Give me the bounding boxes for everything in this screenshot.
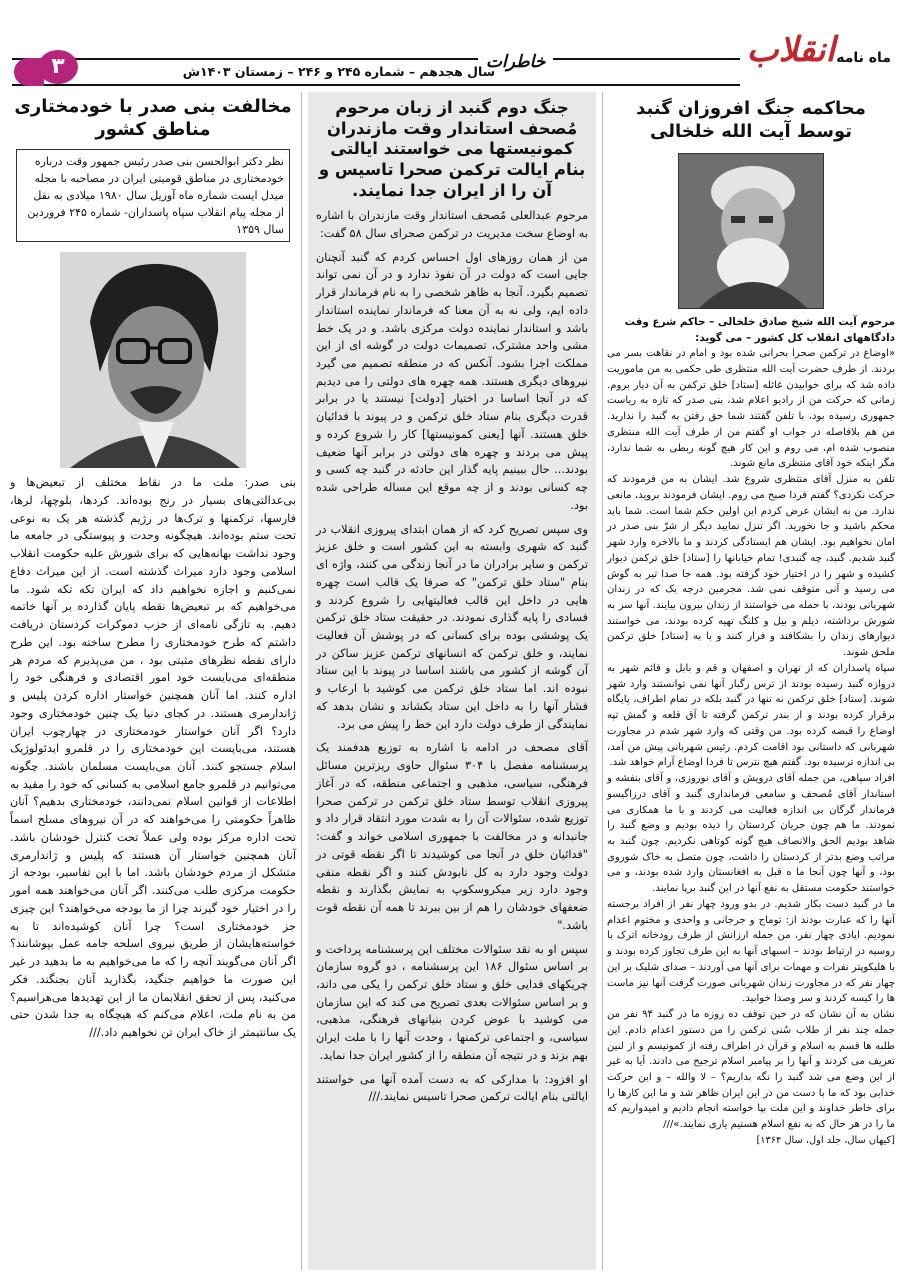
- paragraph: مرحوم عبدالعلی مُصحف استاندار وقت مازندران با اشاره به اوضاع سخت مدیریت در ترکمن صحرای سال ۵۸ گفت:: [316, 209, 588, 240]
- portrait-banisadr: [60, 252, 246, 468]
- intro-note-box: نظر دکتر ابوالحسن بنی صدر رئیس جمهور وقت درباره خودمختاری در مناطق قومیتی ایران در مصاحبه با مجله میدل ایست شماره ماه آوریل سال ۱۹۸۰ میلادی به نقل از مجله پیام انقلاب سپاه پاسداران- شماره ۲۴۵ فروردین سال ۱۳۵۹: [16, 149, 290, 242]
- paragraph: ما در گنبد دست بکار شدیم. در بدو ورود چهار نفر از افراد برجسته آنها را که عبارت بودند از: توماج و جرجانی و واحدی و مختوم اعدام نمودیم. ایادی چهار نفر، من جمله ارزانش از طرف رودخانه اترک با روسیه در ارتباط بودند – اسبهای آنها به این طرف تجاوز کرده بودند و با هلیکوپتر نفرات و مهمات برای آنها می آوردند – صدای شلیک بر این چهار نفر که در مجاورت زندان شهربانی صورت گرفت آنها نیز ماست ها را کیسه کردند و سر وصدا خوابید.: [607, 898, 895, 1005]
- source-citation: [کیهان سال، جلد اول، سال ۱۳۶۴]: [756, 1134, 895, 1146]
- section-title: خاطرات: [478, 52, 553, 72]
- portrait-banisadr-image: [60, 252, 246, 468]
- column-divider: [602, 92, 603, 1270]
- article-banisadr: [10, 92, 296, 1270]
- page-number: ۳: [38, 50, 78, 84]
- article-title: جنگ دوم گنبد از زبان مرحوم مُصحف استاندار وقت مازندران کمونیستها می خواستند ایالتی بنام ایالت ترکمن صحرا تاسیس و آن را از ایران جدا نمایند.: [318, 98, 586, 200]
- paragraph: سپس او به نقد سئوالات مختلف این پرسشنامه پرداخت و بر اساس سئوال ۱۸۶ این پرسشنامه ، دو گروه سازمان چریکهای فدایی خلق و ستاد خلق ترکمن را یکی می داند، و بر اساس سئوالات بعدی تصریح می کند که این سازمان می کوشید با عوض کردن بنیانهای فرهنگی، مذهبی، سیاسی، و اجتماعی ترکمنها ، وحدت آنها را با ملت ایران بهم بزند و در نتیجه آن منطقه را از کشور ایران جدا نماید.: [316, 942, 588, 1062]
- photo-caption: مرحوم آیت الله شیخ صادق خلخالی – حاکم شرع وقت دادگاههای انقلاب کل کشور – می گوید:: [624, 316, 895, 344]
- article-title: مخالفت بنی صدر با خودمختاری مناطق کشور: [14, 96, 292, 140]
- paragraph: او افزود: با مدارکی که به دست آمده آنها می خواستند ایالتی بنام ایالت ترکمن صحرا تاسیس نمایند.///: [316, 1072, 588, 1104]
- paragraph: وی سپس تصریح کرد که از همان ابتدای پیروزی انقلاب در گنبد که شهری وابسته به این کشور است و خلق عزیز ترکمن و سایر برادران ما در آنجا زندگی می کنند، واژه ای بنام "ستاد خلق ترکمن" که صرفا یک قالب است چهره هایی در داخل این قالب فعالیتهایی را شروع کردند و فسادی را پایه گذاری نمودند. در حقیقت ستاد خلق ترکمن یک پوششی بوده برای کسانی که در پوشش آن فعالیت نمایند، و خلق ترکمن که انسانهای ترکمن عزیز ساکن در آن گوشه از کشور می باشند اساسا در پیوند با این ستاد نبوده اند. اما ستاد خلق ترکمن می کوشید با ارعاب و فشار آنها را به داخل این ستاد بکشاند و نشان بدهد که نمایندگی از طرف دولت دارد این خط را پیش می برد.: [316, 522, 588, 731]
- portrait-khalkhali-image: [678, 154, 823, 309]
- issue-line: سال هجدهم – شماره ۲۴۵ و ۲۴۶ – زمستان ۱۴۰۳ش: [182, 64, 495, 79]
- article-title: محاکمه جنگ افروزان گنبد توسط آیت الله خلخالی: [636, 98, 866, 142]
- paragraph: تلفن به منزل آقای منتظری شروع شد. ایشان به من فرمودند که حرکت نکردی؟ گفتم فردا صبح می روم. ایشان فرمودند بروید، مانعی ندارد. من به ایشان عرض کردم این اولین حکم شما است. شما باید محکم باشید و جا نخورید. اگر تنزل نمایید دیگر از شرّ بنی صدر در امان نخواهیم بود. ایشان هم ایستادگی کردند و ما بالاخره وارد شهر گنبد شدیم. گنبد، چه گنبدی! تمام خیابانها را [ستاد] خلق ترکمن دیوار کشیده و شهر را در اختیار خود گرفته بود. همه جا صدا تیر به گوش می رسید و آنی متوقف نمی شد. مجرمین درجه یک که در زندان شهربانی بودند، با حمله می خواستند از زندان بیرون بیایند. آنها سر به شورش برداشته، دیلم و بیل و کلنگ تهیه کرده بودند، می خواستند دیوارهای زندان را بشکافند و فرار کنند و با به [ستاد] خلق ترکمن ملحق شوند.: [607, 474, 895, 659]
- page-header: [0, 0, 905, 88]
- brand-logotype: انقلاب: [746, 30, 835, 70]
- paragraph: آقای مصحف در ادامه با اشاره به توزیع هدفمند یک پرسشنامه مفصل با ۳۰۴ سئوال حاوی ریزترین مسائل فرهنگی، سیاسی، مذهبی و اجتماعی منطقه، که در آغاز پیروزی انقلاب توسط ستاد خلق ترکمن در ترکمن صحرا توزیع شده، سئوالات آن را به شدت مورد انتقاد قرار داد و جانبدانه و در مخالفت با جمهوری اسلامی خواند و گفت: "فدائیان خلق در آنجا می کوشیدند تا اگر نقطه قوتی در دولت وجود دارد به کل نابودش کنند و اگر نقطه منفی وجود دارد زیر میکروسکوپ به نمایش بگذارند و نقطه ضعفهای خودشان را هم از بین ببرند تا همه آن نقطه قوت باشد.": [316, 741, 588, 932]
- paragraph: بنی صدر: ملت ما در نقاط مختلف از تبعیض‌ها و بی‌عدالتی‌های بسیار در رنج بوده‌اند. کردها، بلوچها، لرها، فارسها، ترکمنها و ترک‌ها در رژیم گذشته هر یک به نوعی تحت ستم بوده‌اند. هیچگونه وحدت و پیوستگی در جامعه ما وجود نداشت بهانه‌هایی که برای شورش علیه حکومت انقلاب اسلامی وجود دارد میراث گذشته است. از این میراث دفاع نمی‌کنیم و اجازه نخواهیم داد که ایران تکه تکه شود. ما می‌خواهیم که بر تبعیض‌ها نقطه پایان گذارده بر آنها خاتمه دهیم. به تازگی نامه‌ای از حزب دموکرات کردستان دریافت داشتم که طرح خودمختاری را مطرح ساخته بود. این طرح دارای نقطه نظرهای مثبتی بود ، من می‌پذیرم که مردم هر منطقه‌ای می‌بایست خود امور اقتصادی و فرهنگی خود را اداره کنند. اما آنان همچنین خواستار اداره کردن پلیس و ژاندارمری هستند. در کجای دنیا یک چنین خودمختاری وجود دارد؟ اگر آنان خواستار خودمختاری در چهارچوب ایران هستند، می‌بایست این خودمختاری را در قلمرو ایدئولوژیک اسلام جستجو کنند. آنان می‌بایست مسلمان باشند. چگونه می‌توانیم در قلمرو جامع اسلامی به کسانی که خود را مقید به اطلاعات از قوانین اسلام نمی‌دانند، خودمختاری بدهیم؟ آنان ظاهراً حکومتی را می‌خواهند که در آن نیروهای مسلح اسماً تحت اداره مرکز بوده ولی عملاً تحت کنترل خودشان باشد. آنان همچنین خواستار آن هستند که پلیس و ژاندارمری متشکل از مردم خودشان باشد. اما با این تفاسیر، بودجه از حکومت مرکزی طلب می‌کنند. اگر آنان می‌خواهند همه امور را در اختیار خود گیرند چرا از ما بودجه می‌خواهند؟ این چیزی جز خودمختاری است؟ چرا آنان کوشیده‌اند تا به خواسته‌هایشان از طریق نیروی اسلحه جامه عمل بپوشانند؟ اگر آنان می‌گویند آنچه را که ما می‌خواهیم به ما بدهید در غیر این صورت ما خواهیم جنگید، بگذارید آنان بجنگند. فکر می‌کنید، پس از تحقق انقلابمان ما از این تهدیدها می‌هراسیم؟ من به نام ملت، اعلام می‌کنم که هیچگاه به جدا شدن حتی یک سانتیمتر از خاک ایران تن نخواهیم داد.///: [10, 476, 296, 1039]
- portrait-khalkhali: [678, 153, 824, 309]
- paragraph: «اوضاع در ترکمن صحرا بحرانی شده بود و امام در نقاهت بسر می بردند. از طرف حضرت آیت الله منتظری طی حکمی به من ماموریت داده شد که برای خوابیدن غائله [ستاد] خلق ترکمن به آن دیار بروم. زمانی که حرکت من از رادیو اعلام شد، بنی صدر که تازه به ریاست جمهوری رسیده بود، با تلفن گفتند شما حق رفتن به گنبد را ندارید. من هم بلافاصله در جواب او گفتم من از طرف آیت الله منتظری منصوب شده ام، می روم و این کار هیچ گونه ربطی به شما ندارد، مگر اینکه خود آقای منتظری مانع شوند.: [607, 348, 895, 470]
- paragraph: افراد سپاهی، من جمله آقای درویش و آقای نوروزی، و آقای بنفشه و استاندار آقای مُصحف و سامعی فرمانداری گنبد و آقای درزاگیسو فرماندار گرگان بی اندازه فعالیت می کردند و با ما همکاری می نمودند. ما هم چون جریان کردستان را دیده بودیم و وضع گنبد را شاهد بودیم الحق والانصاف هیچ گونه کوتاهی نکردیم. چون گنبد به مراتب وضع بدتر از کردستان را داشت، چون متصل به خاک شوروی بود، و آنها چون آنجا ما ه قبل به افغانستان وارد شده بودند، و می خواستند حکومت مستقل به نفع آنها در این گنبد برپا نمایند.: [607, 773, 895, 895]
- paragraph: من از همان روزهای اول احساس کردم که گنبد آنچنان جایی است که دولت در آن نفوذ ندارد و در آن نمی تواند تصمیم بگیرد. آنجا به ظاهر شخصی را به نام فرماندار قرار داده ایم، ولی نه به آن معنا که فرماندار نماینده استاندار باشد و استاندار نماینده دولت مرکزی باشد. و در یک خط مشی واحد مشترک، تصمیمات دولت در گوشه ای از این مملکت اجرا بشود. آنکس که در منطقه تصمیم می گیرد نیروهای دیگری هستند. همه چهره های دولتی را می دیدیم که در آنجا اساسا در اختیار [دولت] نیستند یا در برابر قدرت دیگری بنام ستاد خلق ترکمن و در پیوند با فدائیان خلق هستند. آنها [یعنی کمونیستها] کار را شروع کرده و پیش می بردند و چهره های دولتی در برابر آنها ضعیف بودند... حال ببینیم پایه گذار این حادثه در گنبد چه کسی و چه کسانی بودند و از چه موقع این مساله طراحی شده بود.: [316, 250, 588, 512]
- article-khalkhali: [607, 92, 895, 1270]
- magazine-label: ماه نامه: [836, 50, 891, 66]
- column-divider: [301, 92, 302, 1270]
- paragraph: سپاه پاسداران که از تهران و اصفهان و قم و بابل و قائم شهر به دروازه گنبد رسیده بودند از ترس رگبار آنها نمی توانستند وارد شهر شوند. [ستاد] خلق ترکمن نه تنها در گنبد بلکه در تمام اطراف، پایگاه برقرار کرده بودند و از بندر ترکمن گرفته تا آق قلعه و گمش تپه اوضاع را قبضه کرده بود. من وقتی که وارد شهر شدم در مجاورت شهربانی که داستانی بود اقامت کردم. رئیس شهربانی پیش من آمد، بی اندازه ترسیده بود. گفتم هیچ نترس تا فردا اوضاع آرام خواهد شد.: [607, 662, 895, 769]
- article-mosahhaf: [308, 92, 596, 1270]
- paragraph: نشان به آن نشان که در حین توقف ده روزه ما در گنبد ۹۴ نفر من جمله چند نفر از طلاب سُنی ترکمن را من دستور اعدام دادم. این طلبه ها قسم به اسلام و قرآن در اطراف رفته از کمونیسم و از لنین تعریف می کردند و آنها را بر پیامبر اسلام ترجیح می دادند. آیا به غیر از این وضع می شد گنبد را نگه بداریم؟ – لا والله – و این حرکت خدایی بود که ما با دست من در این ایران ظاهر شد و ما این کارها را برای خاطر خداوند و این ملت بپا خواسته انجام دادیم و امیدواریم که ما را در هر حال که به نفع اسلام هستیم یاری نمایند.»///: [607, 1009, 895, 1131]
- magazine-logo: [746, 30, 891, 84]
